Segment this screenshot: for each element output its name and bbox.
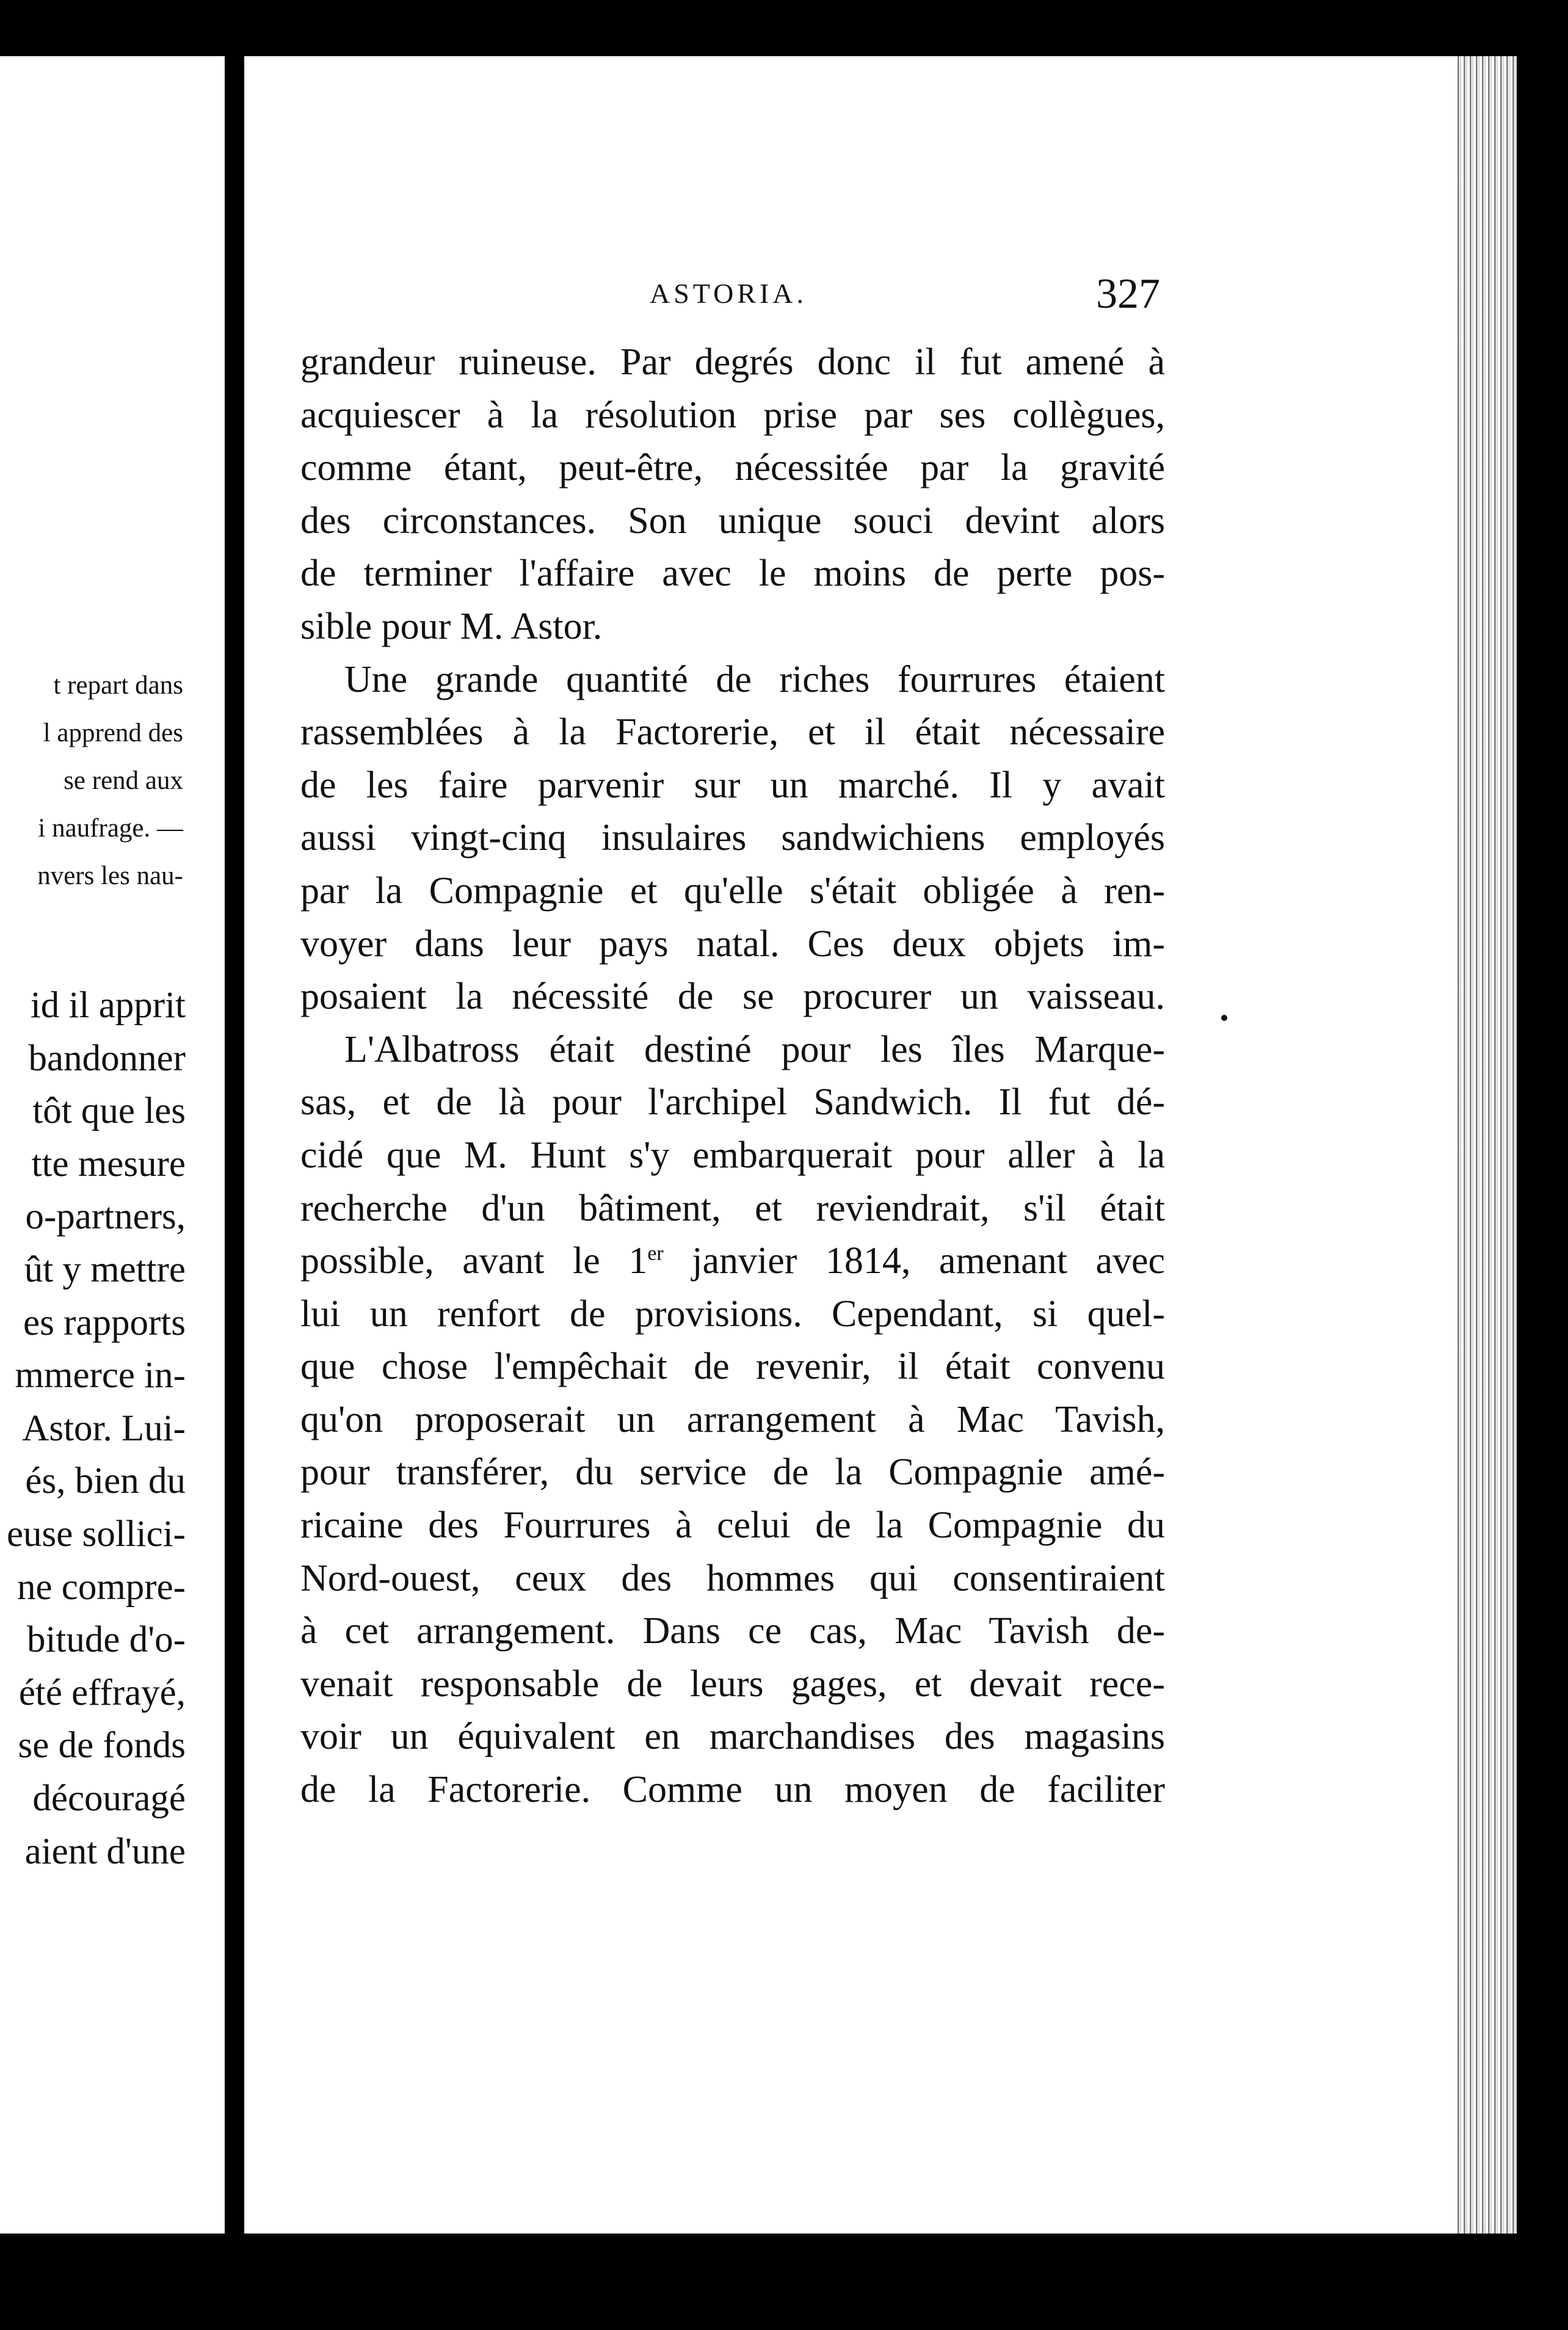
text-line: comme étant, peut-être, nécessitée par la gravité bbox=[300, 447, 1165, 489]
left-line: id il apprit bbox=[30, 985, 186, 1026]
left-line: ne compre- bbox=[16, 1566, 186, 1608]
left-line: été effrayé, bbox=[18, 1672, 186, 1713]
text-line: ricaine des Fourrures à celui de la Compagnie du bbox=[300, 1504, 1165, 1547]
left-line: o-partners, bbox=[25, 1196, 186, 1238]
running-head: ASTORIA. bbox=[650, 278, 808, 309]
left-line: és, bien du bbox=[25, 1461, 186, 1502]
text-line: qu'on proposerait un arrangement à Mac Tavish, bbox=[300, 1398, 1165, 1440]
text-line-with-date bbox=[300, 1235, 1165, 1288]
text-line: lui un renfort de provisions. Cependant, si quel- bbox=[300, 1293, 1165, 1335]
text-line: de terminer l'affaire avec le moins de perte pos- bbox=[300, 553, 1165, 595]
left-line: aient d'une bbox=[24, 1831, 186, 1872]
text-line: L'Albatross était destiné pour les îles Marque- bbox=[344, 1028, 1165, 1070]
date-day: 1 bbox=[628, 1240, 648, 1282]
left-small-line: t repart dans bbox=[53, 671, 183, 700]
text-line: que chose l'empêchait de revenir, il était convenu bbox=[300, 1346, 1165, 1388]
text-fragment: possible, avant le bbox=[300, 1240, 600, 1282]
right-page bbox=[244, 56, 1456, 2234]
text-line: recherche d'un bâtiment, et reviendrait, s'il était bbox=[300, 1187, 1165, 1229]
left-line: ût y mettre bbox=[24, 1249, 186, 1290]
text-line: voir un équivalent en marchandises des magasins bbox=[300, 1716, 1165, 1758]
text-line: rassemblées à la Factorerie, et il était nécessaire bbox=[300, 711, 1165, 753]
left-small-line: l apprend des bbox=[43, 719, 183, 747]
text-line: à cet arrangement. Dans ce cas, Mac Tavish de- bbox=[300, 1610, 1165, 1652]
text-line: acquiescer à la résolution prise par ses collègues, bbox=[300, 394, 1165, 436]
left-line: se de fonds bbox=[18, 1725, 186, 1766]
left-small-line: i naufrage. — bbox=[38, 814, 183, 843]
left-line: bitude d'o- bbox=[26, 1619, 186, 1661]
text-line: Une grande quantité de riches fourrures étaient bbox=[344, 658, 1165, 700]
book-gutter bbox=[225, 56, 244, 2234]
text-line: sible pour M. Astor. bbox=[300, 605, 603, 647]
text-line: aussi vingt-cinq insulaires sandwichiens employés bbox=[300, 817, 1165, 859]
left-line: euse sollici- bbox=[6, 1513, 186, 1555]
left-line: tôt que les bbox=[32, 1091, 186, 1132]
left-line: tte mesure bbox=[31, 1143, 186, 1185]
left-line: bandonner bbox=[28, 1037, 186, 1079]
text-line: Nord-ouest, ceux des hommes qui consentiraient bbox=[300, 1557, 1165, 1599]
text-line: des circonstances. Son unique souci devint alors bbox=[300, 499, 1165, 542]
text-line: cidé que M. Hunt s'y embarquerait pour aller à la bbox=[300, 1134, 1165, 1176]
text-line: de la Factorerie. Comme un moyen de faciliter bbox=[300, 1769, 1165, 1811]
left-small-line: nvers les nau- bbox=[37, 862, 183, 890]
ink-speck bbox=[1221, 1015, 1227, 1021]
text-line: pour transférer, du service de la Compagnie amé- bbox=[300, 1451, 1165, 1493]
left-line: découragé bbox=[32, 1777, 186, 1819]
left-line: es rapports bbox=[23, 1302, 186, 1343]
text-fragment: janvier 1814, amenant avec bbox=[663, 1240, 1166, 1282]
left-small-line: se rend aux bbox=[64, 766, 183, 795]
page-edge bbox=[1456, 56, 1517, 2234]
left-page bbox=[0, 56, 255, 2234]
text-line: venait responsable de leurs gages, et devait rece- bbox=[300, 1663, 1165, 1705]
text-line: sas, et de là pour l'archipel Sandwich. Il fut dé- bbox=[300, 1081, 1165, 1123]
text-line: grandeur ruineuse. Par degrés donc il fut amené à bbox=[300, 341, 1165, 383]
text-line: voyer dans leur pays natal. Ces deux objets im- bbox=[300, 923, 1165, 965]
right-page-body-text bbox=[300, 336, 1165, 1816]
left-line: Astor. Lui- bbox=[22, 1407, 186, 1449]
ordinal-superscript: er bbox=[647, 1242, 664, 1265]
left-line: mmerce in- bbox=[15, 1355, 186, 1396]
text-line: par la Compagnie et qu'elle s'était obligée à ren- bbox=[300, 869, 1165, 912]
text-line: posaient la nécessité de se procurer un vaisseau. bbox=[300, 976, 1165, 1018]
page-number: 327 bbox=[1096, 270, 1160, 318]
left-page-small-text bbox=[0, 662, 183, 900]
text-line: de les faire parvenir sur un marché. Il y avait bbox=[300, 764, 1165, 806]
left-page-body-text bbox=[0, 979, 186, 1878]
